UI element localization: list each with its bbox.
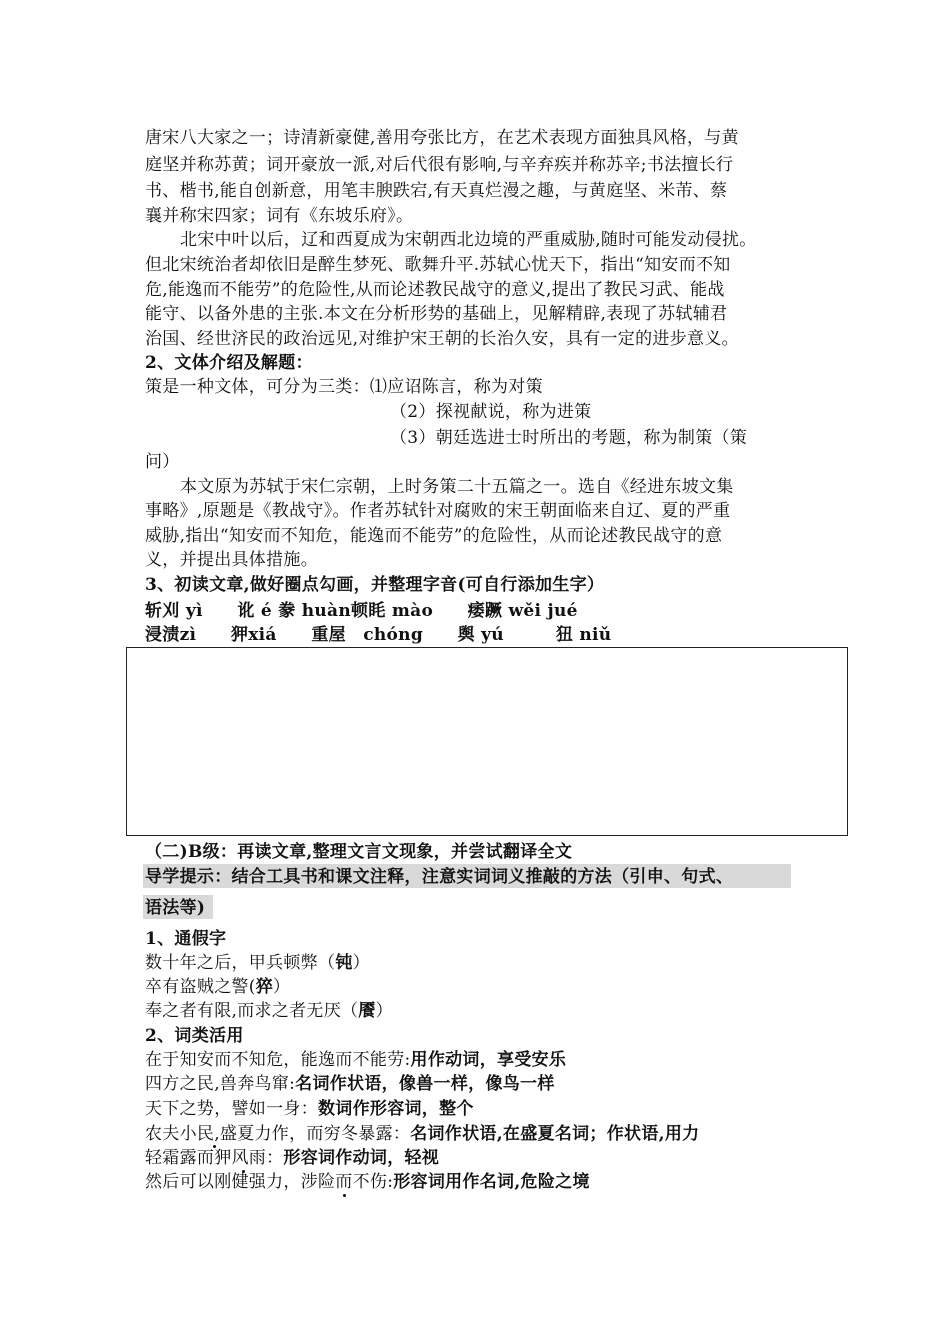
hint-line: 语法等) xyxy=(145,898,206,918)
explanation-line: 本文原为苏轼于宋仁宗朝，上时务策二十五篇之一。选自《经进东坡文集 xyxy=(180,477,734,497)
item-text: 农夫小民,盛夏力作，而穷冬暴露： xyxy=(145,1124,411,1144)
tongjiazi-heading: 1、通假字 xyxy=(145,929,227,949)
intro-line: 庭坚并称苏黄；词开豪放一派,对后代很有影响,与辛弃疾并称苏辛;书法擅长行 xyxy=(145,155,734,175)
item-text: 然后可以刚健强力，涉险而不伤: xyxy=(145,1172,394,1192)
partB-heading: （二)B级：再读文章,整理文言文现象，并尝试翻译全文 xyxy=(145,842,573,862)
cilei-item xyxy=(145,1147,439,1169)
item-text: 四方之民,兽奔鸟窜: xyxy=(145,1074,296,1094)
item-text: 奉之者有限,而求之者无厌（ xyxy=(145,1001,359,1021)
pronunciation-row: 浸渍zì 狎xiá 重屋 chóng 舆 yú 狃 niǔ xyxy=(145,625,612,645)
item-text: 卒有盗贼之警( xyxy=(145,977,256,997)
item-text: 数十年之后，甲兵顿弊（ xyxy=(145,953,336,973)
tongjiazi-item xyxy=(145,1000,393,1022)
background-line: 能守、以备外患的主张.本文在分析形势的基础上，见解精辟,表现了苏轼辅君 xyxy=(145,304,728,324)
item-answer: 数词作形容词，整个 xyxy=(318,1099,474,1119)
background-line: 但北宋统治者却依旧是醉生梦死、歌舞升平.苏轼心忧天下，指出“知安而不知 xyxy=(145,255,731,275)
pronunciation-row: 斩刈 yì 讹 é 豢 huàn顿眊 mào 痿蹶 wěi jué xyxy=(145,601,578,621)
item-answer: 名词作状语，像兽一样，像鸟一样 xyxy=(295,1074,555,1094)
item-close: ） xyxy=(352,953,370,973)
background-line: 治国、经世济民的政治远见,对维护宋王朝的长治久安，具有一定的进步意义。 xyxy=(145,329,739,349)
intro-line: 唐宋八大家之一；诗清新豪健,善用夸张比方，在艺术表现方面独具风格，与黄 xyxy=(145,128,739,148)
explanation-line: 威胁,指出“知安而不知危，能逸而不能劳”的危险性，从而论述教民战守的意 xyxy=(145,526,723,546)
genre-line: （2）探视献说，称为进策 xyxy=(390,402,592,422)
item-answer: 形容词用作名词,危险之境 xyxy=(393,1172,590,1192)
section2-heading: 2、文体介绍及解题： xyxy=(145,353,313,373)
cilei-item xyxy=(145,1073,555,1095)
emphasis-dot xyxy=(343,1194,346,1197)
explanation-line: 事略》,原题是《教战守》。作者苏轼针对腐败的宋王朝面临来自辽、夏的严重 xyxy=(145,501,731,521)
intro-line: 襄并称宋四家；词有《东坡乐府》。 xyxy=(145,206,414,226)
background-line: 北宋中叶以后，辽和西夏成为宋朝西北边境的严重威胁,随时可能发动侵扰。 xyxy=(180,230,757,250)
notes-box[interactable] xyxy=(126,647,848,836)
tongjiazi-item xyxy=(145,952,370,974)
background-line: 危,能逸而不能劳”的危险性,从而论述教民战守的意义,提出了教民习武、能战 xyxy=(145,280,725,300)
item-answer: 餍 xyxy=(358,1001,376,1021)
cilei-item xyxy=(145,1171,590,1193)
item-answer: 猝 xyxy=(255,977,274,997)
cilei-item xyxy=(145,1123,699,1145)
item-answer: 钝 xyxy=(335,953,353,973)
item-text: 天下之势，譬如一身： xyxy=(145,1099,318,1119)
hint-line: 导学提示：结合工具书和课文注释，注意实词词义推敲的方法（引申、句式、 xyxy=(145,867,734,887)
cilei-item xyxy=(145,1049,566,1071)
explanation-line: 义，并提出具体措施。 xyxy=(145,550,318,570)
intro-line: 书、楷书,能自创新意，用笔丰腴跌宕,有天真烂漫之趣，与黄庭坚、米芾、蔡 xyxy=(145,181,728,201)
cilei-item xyxy=(145,1098,474,1120)
genre-line: 策是一种文体，可分为三类：⑴应诏陈言，称为对策 xyxy=(145,377,543,397)
genre-line: 问） xyxy=(145,452,180,472)
item-answer: 形容词作动词，轻视 xyxy=(283,1148,440,1168)
item-close: ） xyxy=(375,1001,393,1021)
item-text: 轻霜露而狎风雨： xyxy=(145,1148,284,1168)
item-answer: 用作动词，享受安乐 xyxy=(410,1050,567,1070)
item-text: 在于知安而不知危，能逸而不能劳: xyxy=(145,1050,411,1070)
item-close: ） xyxy=(273,977,291,997)
item-answer: 名词作状语,在盛夏名词；作状语,用力 xyxy=(410,1124,700,1144)
genre-line: （3）朝廷选进士时所出的考题，称为制策（策 xyxy=(390,428,748,448)
cilei-heading: 2、词类活用 xyxy=(145,1026,244,1046)
section3-heading: 3、初读文章,做好圈点勾画，并整理字音(可自行添加生字） xyxy=(145,575,605,595)
tongjiazi-item xyxy=(145,976,290,998)
